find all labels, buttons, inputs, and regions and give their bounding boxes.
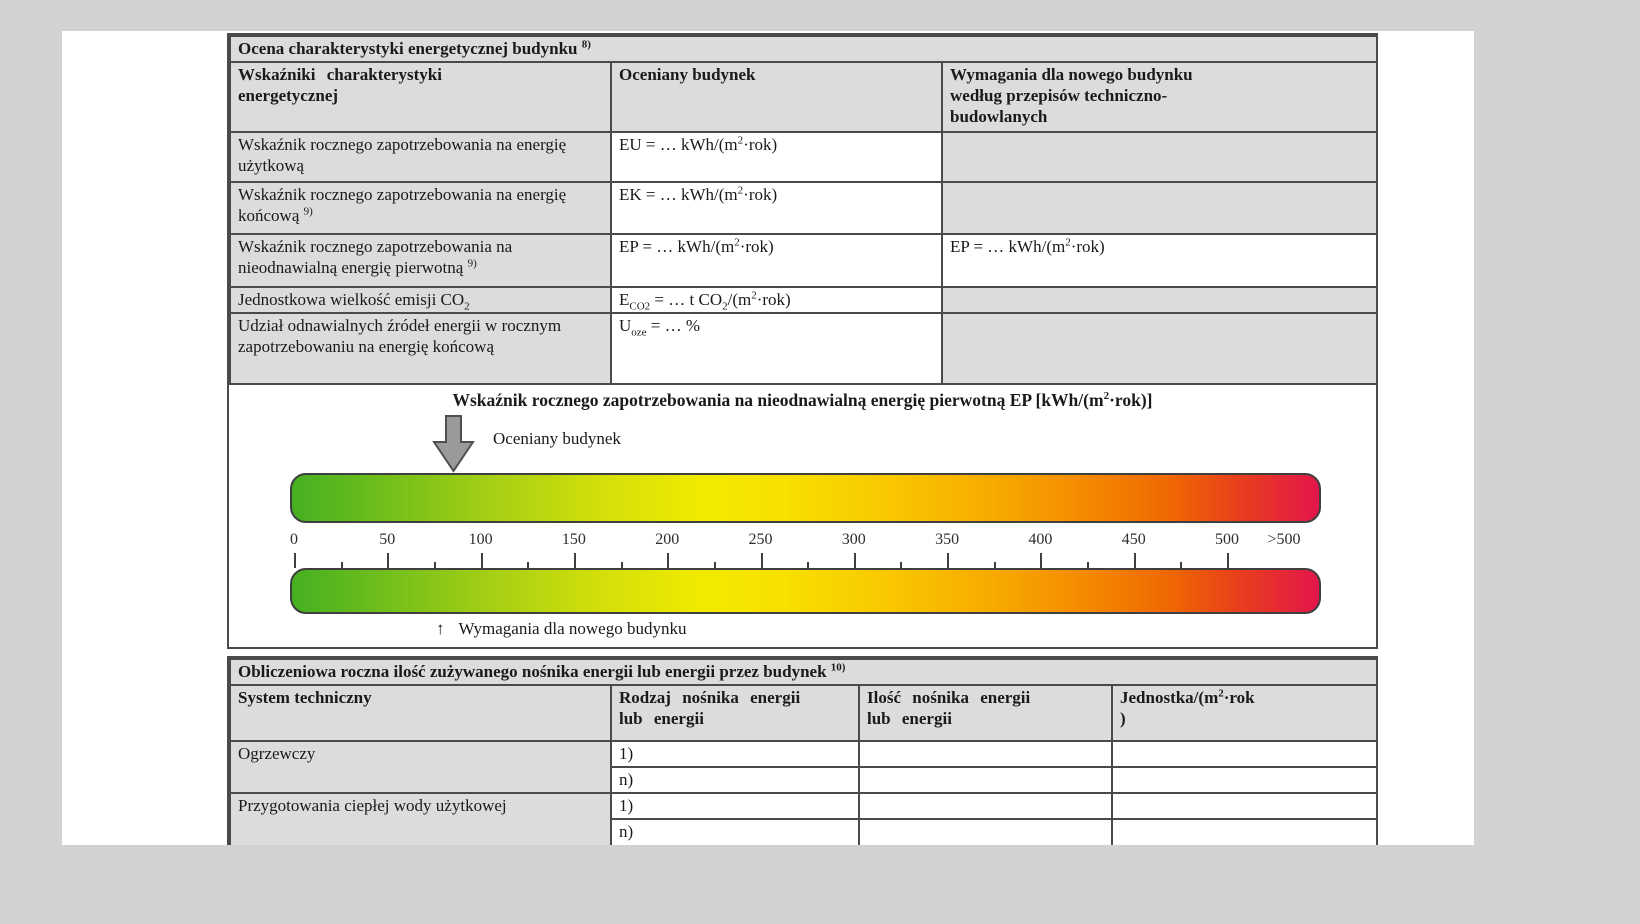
table1-caption: Ocena charakterystyki energetycznej budynku $^{8)}$ — [230, 36, 1377, 62]
hot-water-amount-cell-1 — [859, 793, 1112, 819]
table2-header-carrier-amount: Ilość nośnika energii lub energii — [859, 685, 1112, 741]
row-ep-requirement: EP = … kWh/$(m^2\cdot rok)$ — [942, 234, 1377, 287]
scale-tick-major — [387, 553, 389, 568]
table2-header-unit: Jednostka/($m^2\cdot rok$ ) — [1112, 685, 1377, 741]
energy-carriers-table — [229, 658, 1378, 845]
ep-scale-chart — [229, 385, 1376, 647]
system-heating-label: Ogrzewczy — [230, 741, 611, 793]
row-ep-label: Wskaźnik rocznego zapotrzebowania na nieodnawialną energię pierwotną $^{9)}$ — [230, 234, 611, 287]
table1-header-requirements: Wymagania dla nowego budynku według przepisów techniczno- budowlanych — [942, 62, 1377, 132]
scale-tick-major — [1227, 553, 1229, 568]
scale-tick-label: 200 — [655, 531, 680, 549]
row-ek-value: EK = … kWh/$(m^2\cdot rok)$ — [611, 182, 942, 234]
row-uoze-label: Udział odnawialnych źródeł energii w rocznym zapotrzebowaniu na energię końcową — [230, 313, 611, 384]
heating-unit-cell-1 — [1112, 741, 1377, 767]
scale-tick-major — [667, 553, 669, 568]
scale-tick-label: 350 — [935, 531, 960, 549]
row-eu-value: EU = … kWh/$(m^2\cdot rok)$ — [611, 132, 942, 182]
scale-tick-major — [947, 553, 949, 568]
table2-header-carrier-type: Rodzaj nośnika energii lub energii — [611, 685, 859, 741]
row-uoze-value: $U_{oze}$ = … % — [611, 313, 942, 384]
row-co2-value: $E_{CO2}$ = … t $CO_2/(m^2\cdot rok)$ — [611, 287, 942, 313]
scale-overflow-label: >500 — [1267, 531, 1301, 549]
table2-caption: Obliczeniowa roczna ilość zużywanego nośnika energii lub energii przez budynek $^{10)}$ — [230, 659, 1377, 685]
scale-tick-major — [294, 553, 296, 568]
row-ek-requirement — [942, 182, 1377, 234]
requirement-note — [436, 619, 686, 639]
scale-tick-major — [854, 553, 856, 568]
scale-tick-major — [1134, 553, 1136, 568]
table2-header-system: System techniczny — [230, 685, 611, 741]
hot-water-amount-cell-n — [859, 819, 1112, 845]
energy-carriers-section — [227, 656, 1378, 845]
scale-tick-major — [1040, 553, 1042, 568]
row-uoze-requirement — [942, 313, 1377, 384]
scale-tick-major — [574, 553, 576, 568]
scale-tick-label: 50 — [379, 531, 396, 549]
hot-water-sub1-cell: 1) — [611, 793, 859, 819]
hot-water-subn-cell: n) — [611, 819, 859, 845]
scale-tick-label: 500 — [1215, 531, 1239, 549]
row-ek-label: Wskaźnik rocznego zapotrzebowania na energię końcową $^{9)}$ — [230, 182, 611, 234]
up-arrow-icon: ↑ — [436, 619, 445, 639]
scale-tick-label: 400 — [1028, 531, 1053, 549]
energy-assessment-section — [227, 33, 1378, 649]
heating-subn-cell: n) — [611, 767, 859, 793]
ep-scale-bar-requirement — [290, 568, 1321, 614]
row-eu-label: Wskaźnik rocznego zapotrzebowania na energię użytkową — [230, 132, 611, 182]
heating-unit-cell-n — [1112, 767, 1377, 793]
document-page — [62, 31, 1474, 845]
scale-tick-label: 100 — [468, 531, 493, 549]
row-co2-requirement — [942, 287, 1377, 313]
hot-water-unit-cell-1 — [1112, 793, 1377, 819]
row-ep-value: EP = … kWh/$(m^2\cdot rok)$ — [611, 234, 942, 287]
system-hot-water-label: Przygotowania ciepłej wody użytkowej — [230, 793, 611, 845]
scale-tick-label: 150 — [561, 531, 586, 549]
energy-assessment-table — [229, 35, 1378, 385]
scale-tick-label: 250 — [748, 531, 773, 549]
row-eu-requirement — [942, 132, 1377, 182]
hot-water-unit-cell-n — [1112, 819, 1377, 845]
ep-scale-bar-assessed — [290, 473, 1321, 523]
scale-tick-major — [481, 553, 483, 568]
heating-amount-cell-n — [859, 767, 1112, 793]
scale-tick-major — [761, 553, 763, 568]
row-co2-label: Jednostkowa wielkość emisji $CO_2$ — [230, 287, 611, 313]
table1-header-assessed-building: Oceniany budynek — [611, 62, 942, 132]
down-arrow-icon — [432, 415, 476, 473]
scale-tick-label: 0 — [290, 531, 298, 549]
scale-tick-label: 450 — [1121, 531, 1146, 549]
scale-tick-label: 300 — [841, 531, 866, 549]
heating-amount-cell-1 — [859, 741, 1112, 767]
ep-scale-title: Wskaźnik rocznego zapotrzebowania na nieodnawialną energię pierwotną EP $[kWh/(m^2\cdot rok)]$ — [452, 390, 1153, 411]
requirement-note-label: Wymagania dla nowego budynku — [458, 619, 687, 639]
assessed-building-label: Oceniany budynek — [493, 429, 621, 449]
heating-sub1-cell: 1) — [611, 741, 859, 767]
table1-header-indicators: Wskaźniki charakterystyki energetycznej — [230, 62, 611, 132]
